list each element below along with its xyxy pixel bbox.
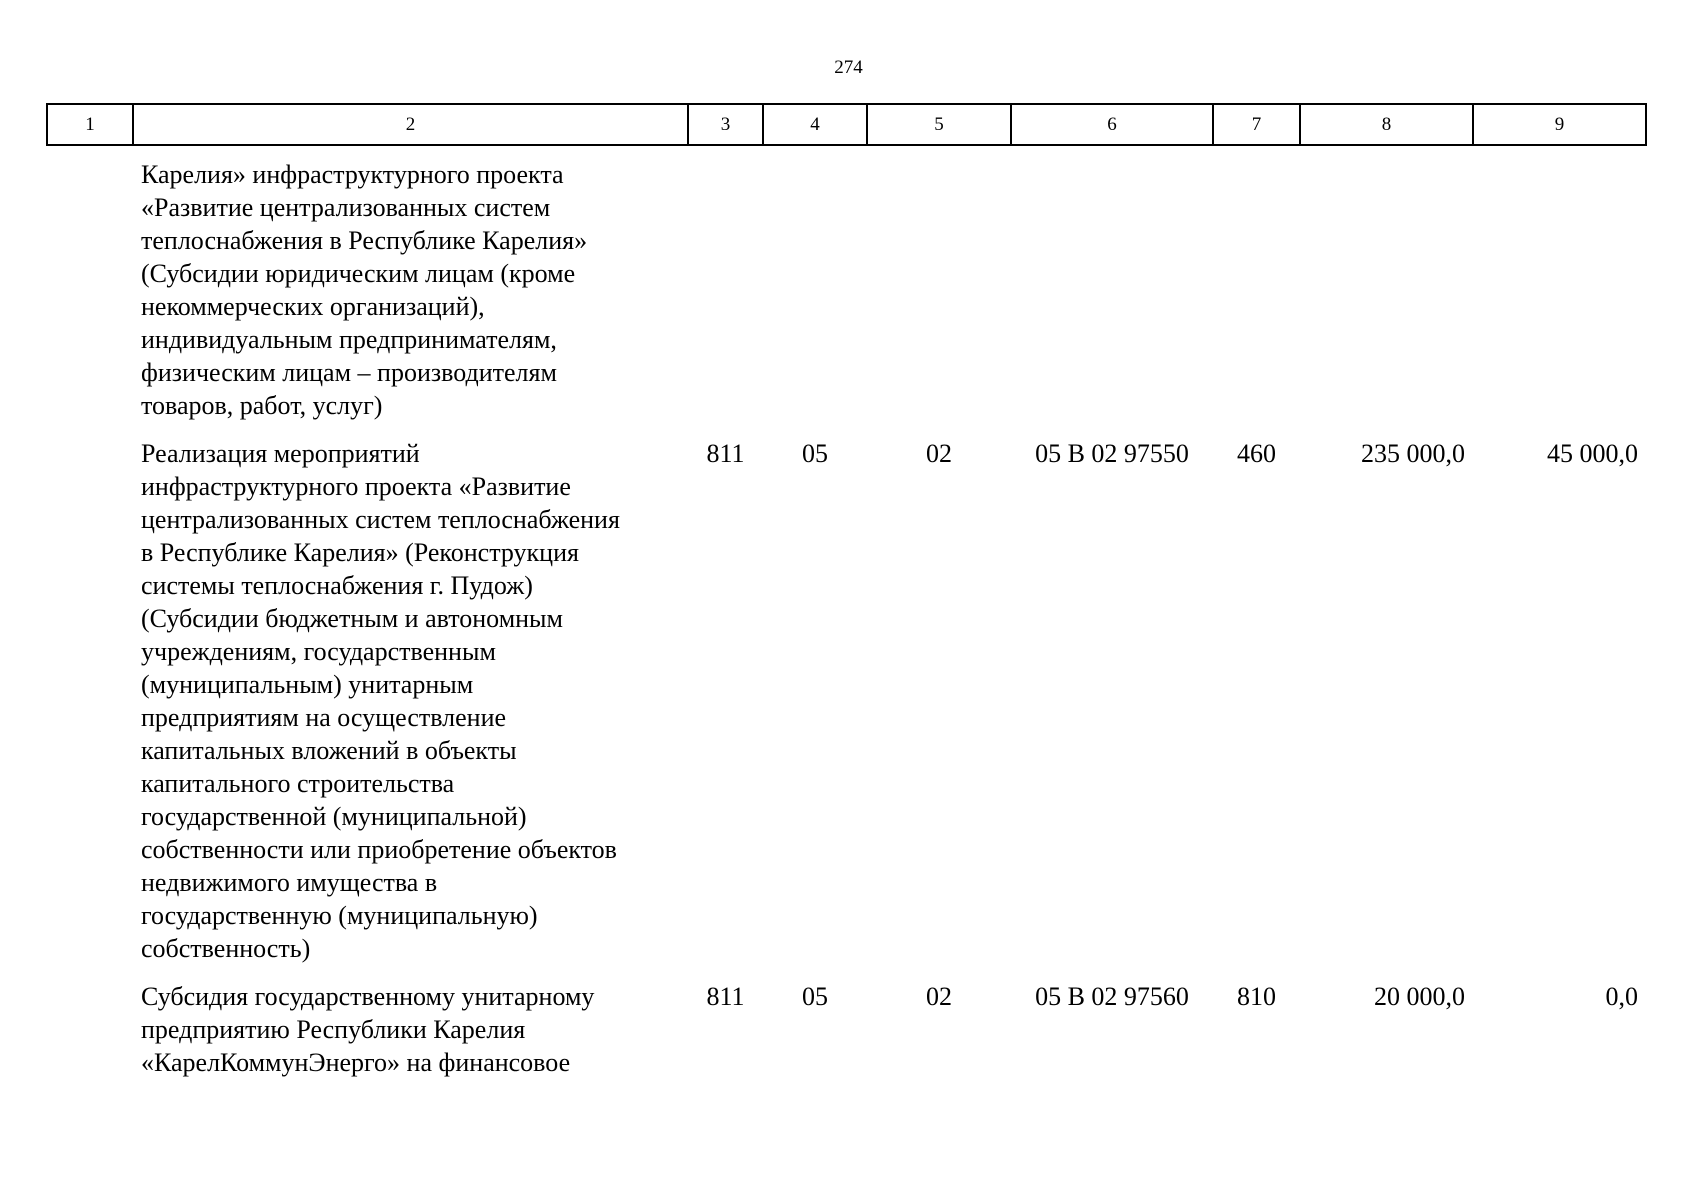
column-header: 9 [1473,104,1646,145]
subsection-code-cell [867,145,1011,437]
target-code-cell [1011,145,1213,437]
column-header: 3 [688,104,763,145]
row-name-cell: Реализация мероприятий инфраструктурного проекта «Развитие централизованных систем теплоснабжения в Республике Карелия» (Реконструкция системы теплоснабжения г. Пудож) (Субсидии бюджетным и автономным учреждениям, государственным (муниципальным) унитарным предприятиям на осуществление капитальных вложений в объекты капитального строительства государственной (муниципальной) собственности или приобретение объектов недвижимого имущества в государственную (муниципальную) собственность) [141,439,620,963]
amount-cell: 235 000,0 [1361,439,1465,468]
column-header: 7 [1213,104,1300,145]
section-code-cell [763,145,867,437]
amount-cell: 45 000,0 [1547,439,1638,468]
expense-type-cell [1213,145,1300,437]
amount-cell: 0,0 [1605,982,1638,1011]
table-row [47,145,1646,437]
table-row [47,980,1646,1094]
ministry-code-cell: 811 [706,439,745,468]
page-number: 274 [834,57,863,78]
column-header: 8 [1300,104,1473,145]
column-header: 5 [867,104,1011,145]
column-header: 6 [1011,104,1213,145]
target-code-cell: 05 В 02 97560 [1035,982,1189,1011]
section-code-cell: 05 [802,439,828,468]
column-header: 1 [47,104,133,145]
amount-cell [1300,145,1473,437]
section-code-cell: 05 [802,982,828,1011]
amount-cell: 20 000,0 [1374,982,1465,1011]
column-header: 4 [763,104,867,145]
subsection-code-cell: 02 [926,982,952,1011]
ministry-code-cell: 811 [706,982,745,1011]
budget-table [46,103,1647,1094]
subsection-code-cell: 02 [926,439,952,468]
table-header-row [47,104,1646,145]
row-number-cell [47,145,133,437]
row-name-cell: Субсидия государственному унитарному предприятию Республики Карелия «КарелКоммунЭнерго» на финансовое [141,982,595,1077]
row-name-cell: Карелия» инфраструктурного проекта «Развитие централизованных систем теплоснабжения в Республике Карелия» (Субсидии юридическим лицам (кроме некоммерческих организаций), индивидуальным предпринимателям, физическим лицам – производителям товаров, работ, услуг) [141,160,588,420]
column-header: 2 [133,104,688,145]
expense-type-cell: 460 [1237,439,1276,468]
expense-type-cell: 810 [1237,982,1276,1011]
row-number-cell [47,437,133,980]
row-number-cell [47,980,133,1094]
table-row [47,437,1646,980]
target-code-cell: 05 В 02 97550 [1035,439,1189,468]
amount-cell [1473,145,1646,437]
ministry-code-cell [688,145,763,437]
